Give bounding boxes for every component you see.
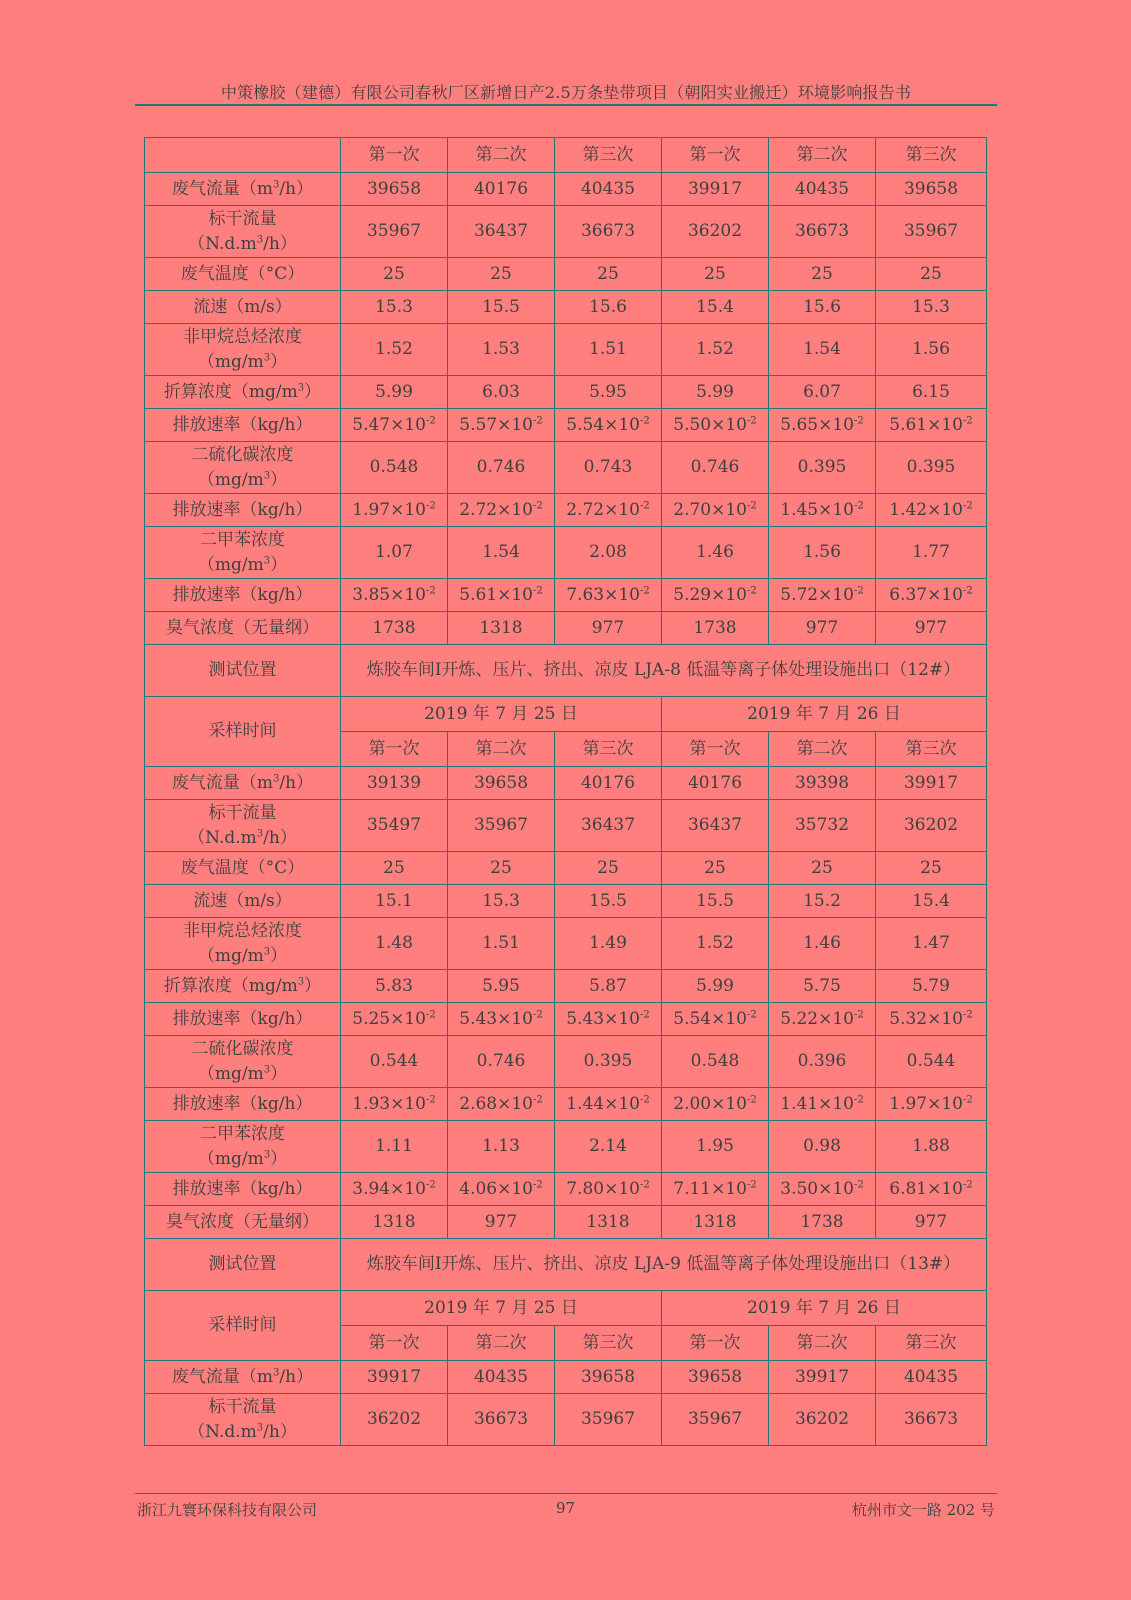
speed-cell: 15.6	[769, 291, 876, 324]
cs2-cell: 0.395	[876, 442, 987, 494]
cs2-rate-cell: $2.00\times 10^{-2}$	[662, 1088, 769, 1121]
xylene-cell: 1.07	[341, 527, 448, 579]
run-header-cell: 第一次	[662, 1326, 769, 1361]
temp-cell: 25	[662, 852, 769, 885]
run-header-cell: 第三次	[876, 138, 987, 173]
xylene-label: 二甲苯浓度 $(mg/m^3)$	[145, 1121, 341, 1173]
xylene-rate-cell: $5.72\times 10^{-2}$	[769, 579, 876, 612]
conv-cell: 5.95	[555, 376, 662, 409]
xylene-cell: 1.11	[341, 1121, 448, 1173]
temp-cell: 25	[876, 852, 987, 885]
speed-cell: 15.3	[448, 885, 555, 918]
speed-cell: 15.5	[555, 885, 662, 918]
table-row	[145, 527, 987, 579]
odor-cell: 1318	[555, 1206, 662, 1239]
speed-label: 流速（m/s）	[145, 291, 341, 324]
nmhc-cell: 1.54	[769, 324, 876, 376]
std-flow-cell: 36202	[876, 800, 987, 852]
table-row	[145, 1121, 987, 1173]
run-header-cell: 第一次	[341, 138, 448, 173]
page-number: 97	[555, 1499, 576, 1517]
flow-label: 废气流量$(m^3/h)$	[145, 767, 341, 800]
xylene-rate-cell: $3.94\times 10^{-2}$	[341, 1173, 448, 1206]
odor-cell: 977	[448, 1206, 555, 1239]
speed-cell: 15.4	[662, 291, 769, 324]
conv-cell: 6.07	[769, 376, 876, 409]
cs2-rate-cell: $1.93\times 10^{-2}$	[341, 1088, 448, 1121]
std-flow-cell: 36437	[555, 800, 662, 852]
std-flow-cell: 36437	[662, 800, 769, 852]
cs2-rate-cell: $2.72\times 10^{-2}$	[555, 494, 662, 527]
flow-label: 废气流量$(m^3/h)$	[145, 1361, 341, 1394]
nmhc-rate-cell: $5.54\times 10^{-2}$	[662, 1003, 769, 1036]
flow-cell: 39139	[341, 767, 448, 800]
xylene-cell: 1.54	[448, 527, 555, 579]
cs2-rate-cell: $2.68\times 10^{-2}$	[448, 1088, 555, 1121]
cs2-cell: 0.746	[448, 442, 555, 494]
cs2-cell: 0.396	[769, 1036, 876, 1088]
nmhc-rate-cell: $5.43\times 10^{-2}$	[555, 1003, 662, 1036]
nmhc-cell: 1.52	[662, 918, 769, 970]
flow-cell: 39658	[876, 173, 987, 206]
table-row	[145, 645, 987, 697]
std-flow-cell: 35497	[341, 800, 448, 852]
run-header-cell: 第一次	[662, 138, 769, 173]
test-position-value: 炼胶车间I开炼、压片、挤出、凉皮 LJA-8 低温等离子体处理设施出口（12#）	[341, 645, 987, 697]
temp-cell: 25	[448, 258, 555, 291]
table-row	[145, 852, 987, 885]
odor-cell: 1738	[769, 1206, 876, 1239]
table-row	[145, 173, 987, 206]
conv-label: 折算浓度$(mg/m^3)$	[145, 376, 341, 409]
cs2-rate-cell: $1.42\times 10^{-2}$	[876, 494, 987, 527]
speed-cell: 15.3	[876, 291, 987, 324]
table-row	[145, 697, 987, 732]
run-header-cell: 第三次	[876, 1326, 987, 1361]
conv-cell: 5.99	[341, 376, 448, 409]
table-row	[145, 970, 987, 1003]
flow-cell: 39917	[769, 1361, 876, 1394]
flow-cell: 39658	[341, 173, 448, 206]
flow-cell: 40435	[769, 173, 876, 206]
run-header-cell: 第二次	[448, 138, 555, 173]
cs2-rate-cell: $1.44\times 10^{-2}$	[555, 1088, 662, 1121]
superscript: 3	[273, 178, 280, 190]
odor-cell: 977	[876, 612, 987, 645]
speed-cell: 15.6	[555, 291, 662, 324]
flow-cell: 39917	[662, 173, 769, 206]
nmhc-label: 非甲烷总烃浓度 $(mg/m^3)$	[145, 918, 341, 970]
odor-label: 臭气浓度（无量纲）	[145, 1206, 341, 1239]
flow-cell: 39658	[448, 767, 555, 800]
cs2-rate-cell: $2.70\times 10^{-2}$	[662, 494, 769, 527]
odor-cell: 1318	[341, 1206, 448, 1239]
speed-cell: 15.4	[876, 885, 987, 918]
xylene-cell: 1.56	[769, 527, 876, 579]
table-row	[145, 409, 987, 442]
std-flow-cell: 36673	[769, 206, 876, 258]
run-header-cell: 第三次	[555, 732, 662, 767]
xylene-rate-label: 排放速率（kg/h）	[145, 579, 341, 612]
nmhc-rate-cell: $5.22\times 10^{-2}$	[769, 1003, 876, 1036]
superscript: 3	[256, 233, 264, 245]
nmhc-cell: 1.52	[662, 324, 769, 376]
table-row	[145, 1036, 987, 1088]
superscript: 3	[297, 381, 305, 393]
cs2-rate-cell: $1.45\times 10^{-2}$	[769, 494, 876, 527]
table-row	[145, 800, 987, 852]
cs2-rate-label: 排放速率（kg/h）	[145, 494, 341, 527]
flow-cell: 40435	[555, 173, 662, 206]
nmhc-rate-cell: $5.61\times 10^{-2}$	[876, 409, 987, 442]
std-flow-cell: 36673	[555, 206, 662, 258]
superscript: 3	[273, 772, 280, 784]
date-cell: 2019 年 7 月 25 日	[341, 697, 662, 732]
date-cell: 2019 年 7 月 26 日	[662, 697, 987, 732]
footer-address: 杭州市文一路 202 号	[851, 1501, 995, 1519]
conv-cell: 5.99	[662, 970, 769, 1003]
std-flow-cell: 35967	[448, 800, 555, 852]
xylene-cell: 1.13	[448, 1121, 555, 1173]
std-flow-label: 标干流量 $(N.d.m^3/h)$	[145, 206, 341, 258]
cs2-cell: 0.544	[341, 1036, 448, 1088]
speed-cell: 15.1	[341, 885, 448, 918]
cs2-rate-cell: $1.41\times 10^{-2}$	[769, 1088, 876, 1121]
temp-cell: 25	[769, 852, 876, 885]
xylene-rate-label: 排放速率（kg/h）	[145, 1173, 341, 1206]
temp-cell: 25	[555, 258, 662, 291]
run-header-cell: 第三次	[555, 138, 662, 173]
xylene-rate-cell: $3.50\times 10^{-2}$	[769, 1173, 876, 1206]
xylene-rate-cell: $5.29\times 10^{-2}$	[662, 579, 769, 612]
run-header-cell: 第一次	[662, 732, 769, 767]
flow-cell: 39917	[876, 767, 987, 800]
xylene-cell: 1.77	[876, 527, 987, 579]
flow-cell: 39917	[341, 1361, 448, 1394]
table-row	[145, 612, 987, 645]
conv-cell: 5.79	[876, 970, 987, 1003]
superscript: 3	[297, 975, 305, 987]
conv-cell: 5.95	[448, 970, 555, 1003]
xylene-rate-cell: $6.37\times 10^{-2}$	[876, 579, 987, 612]
superscript: 3	[263, 945, 271, 957]
date-cell: 2019 年 7 月 26 日	[662, 1291, 987, 1326]
run-header-cell: 第二次	[448, 732, 555, 767]
odor-cell: 977	[555, 612, 662, 645]
table-row	[145, 258, 987, 291]
temp-cell: 25	[769, 258, 876, 291]
std-flow-cell: 36673	[448, 1394, 555, 1446]
std-flow-cell: 35732	[769, 800, 876, 852]
std-flow-cell: 35967	[662, 1394, 769, 1446]
std-flow-cell: 35967	[341, 206, 448, 258]
date-cell: 2019 年 7 月 25 日	[341, 1291, 662, 1326]
run-header-cell: 第二次	[448, 1326, 555, 1361]
xylene-cell: 2.14	[555, 1121, 662, 1173]
std-flow-cell: 35967	[876, 206, 987, 258]
cs2-rate-cell: $1.97\times 10^{-2}$	[341, 494, 448, 527]
nmhc-rate-label: 排放速率（kg/h）	[145, 409, 341, 442]
temp-cell: 25	[876, 258, 987, 291]
xylene-rate-cell: $7.63\times 10^{-2}$	[555, 579, 662, 612]
table-row	[145, 1003, 987, 1036]
flow-cell: 40435	[876, 1361, 987, 1394]
table-row	[145, 442, 987, 494]
temp-cell: 25	[555, 852, 662, 885]
cs2-cell: 0.548	[341, 442, 448, 494]
cs2-cell: 0.746	[662, 442, 769, 494]
std-flow-cell: 36202	[662, 206, 769, 258]
std-flow-cell: 36202	[341, 1394, 448, 1446]
speed-cell: 15.5	[448, 291, 555, 324]
std-flow-cell: 36437	[448, 206, 555, 258]
run-header-cell: 第三次	[876, 732, 987, 767]
nmhc-cell: 1.56	[876, 324, 987, 376]
nmhc-cell: 1.52	[341, 324, 448, 376]
cs2-label: 二硫化碳浓度 $(mg/m^3)$	[145, 442, 341, 494]
flow-label: 废气流量$(m^3/h)$	[145, 173, 341, 206]
nmhc-rate-cell: $5.25\times 10^{-2}$	[341, 1003, 448, 1036]
temp-label: 废气温度（°C）	[145, 258, 341, 291]
cs2-cell: 0.743	[555, 442, 662, 494]
sampling-time-label: 采样时间	[145, 697, 341, 767]
superscript: 3	[256, 827, 264, 839]
table-row	[145, 1173, 987, 1206]
flow-cell: 40176	[662, 767, 769, 800]
superscript: 3	[273, 1366, 280, 1378]
nmhc-cell: 1.48	[341, 918, 448, 970]
std-flow-label: 标干流量 $(N.d.m^3/h)$	[145, 1394, 341, 1446]
nmhc-cell: 1.47	[876, 918, 987, 970]
temp-label: 废气温度（°C）	[145, 852, 341, 885]
run-header-cell: 第三次	[555, 1326, 662, 1361]
nmhc-rate-cell: $5.43\times 10^{-2}$	[448, 1003, 555, 1036]
odor-cell: 1738	[662, 612, 769, 645]
temp-cell: 25	[341, 852, 448, 885]
conv-cell: 5.99	[662, 376, 769, 409]
xylene-rate-cell: $7.80\times 10^{-2}$	[555, 1173, 662, 1206]
temp-cell: 25	[448, 852, 555, 885]
nmhc-rate-cell: $5.54\times 10^{-2}$	[555, 409, 662, 442]
xylene-rate-cell: $5.61\times 10^{-2}$	[448, 579, 555, 612]
footer-rule	[135, 1493, 997, 1494]
odor-label: 臭气浓度（无量纲）	[145, 612, 341, 645]
odor-cell: 1738	[341, 612, 448, 645]
nmhc-cell: 1.51	[555, 324, 662, 376]
test-position-label: 测试位置	[145, 645, 341, 697]
test-position-label: 测试位置	[145, 1239, 341, 1291]
speed-label: 流速（m/s）	[145, 885, 341, 918]
nmhc-cell: 1.49	[555, 918, 662, 970]
xylene-cell: 1.46	[662, 527, 769, 579]
run-header-cell: 第二次	[769, 138, 876, 173]
table-row	[145, 885, 987, 918]
superscript: 3	[263, 1063, 271, 1075]
table-row	[145, 324, 987, 376]
nmhc-label: 非甲烷总烃浓度 $(mg/m^3)$	[145, 324, 341, 376]
nmhc-rate-cell: $5.47\times 10^{-2}$	[341, 409, 448, 442]
speed-cell: 15.3	[341, 291, 448, 324]
table-row	[145, 1394, 987, 1446]
cs2-label: 二硫化碳浓度 $(mg/m^3)$	[145, 1036, 341, 1088]
nmhc-rate-cell: $5.50\times 10^{-2}$	[662, 409, 769, 442]
cs2-cell: 0.746	[448, 1036, 555, 1088]
xylene-rate-cell: $7.11\times 10^{-2}$	[662, 1173, 769, 1206]
odor-cell: 1318	[662, 1206, 769, 1239]
footer-company: 浙江九寰环保科技有限公司	[137, 1501, 318, 1519]
std-flow-label: 标干流量 $(N.d.m^3/h)$	[145, 800, 341, 852]
conv-cell: 6.03	[448, 376, 555, 409]
table-row	[145, 1206, 987, 1239]
speed-cell: 15.5	[662, 885, 769, 918]
table-row	[145, 291, 987, 324]
sampling-time-label: 采样时间	[145, 1291, 341, 1361]
run-header-cell: 第二次	[769, 1326, 876, 1361]
flow-cell: 39658	[555, 1361, 662, 1394]
table-row	[145, 1291, 987, 1326]
flow-cell: 39658	[662, 1361, 769, 1394]
temp-cell: 25	[662, 258, 769, 291]
nmhc-rate-cell: $5.32\times 10^{-2}$	[876, 1003, 987, 1036]
temp-cell: 25	[341, 258, 448, 291]
table-row	[145, 1088, 987, 1121]
flow-cell: 40176	[555, 767, 662, 800]
xylene-cell: 0.98	[769, 1121, 876, 1173]
table-row	[145, 494, 987, 527]
header-rule	[135, 104, 997, 106]
std-flow-cell: 36673	[876, 1394, 987, 1446]
superscript: 3	[263, 469, 271, 481]
table-row	[145, 918, 987, 970]
conv-cell: 5.87	[555, 970, 662, 1003]
cs2-rate-label: 排放速率（kg/h）	[145, 1088, 341, 1121]
odor-cell: 977	[769, 612, 876, 645]
std-flow-cell: 36202	[769, 1394, 876, 1446]
conv-cell: 5.75	[769, 970, 876, 1003]
table-row	[145, 767, 987, 800]
table-row	[145, 1239, 987, 1291]
nmhc-rate-cell: $5.57\times 10^{-2}$	[448, 409, 555, 442]
xylene-rate-cell: $6.81\times 10^{-2}$	[876, 1173, 987, 1206]
flow-cell: 39398	[769, 767, 876, 800]
std-flow-cell: 35967	[555, 1394, 662, 1446]
run-header-cell: 第二次	[769, 732, 876, 767]
table-row	[145, 206, 987, 258]
cs2-cell: 0.544	[876, 1036, 987, 1088]
table-row	[145, 138, 987, 173]
cs2-cell: 0.395	[769, 442, 876, 494]
conv-cell: 6.15	[876, 376, 987, 409]
xylene-label: 二甲苯浓度 $(mg/m^3)$	[145, 527, 341, 579]
conv-label: 折算浓度$(mg/m^3)$	[145, 970, 341, 1003]
test-position-value: 炼胶车间I开炼、压片、挤出、凉皮 LJA-9 低温等离子体处理设施出口（13#）	[341, 1239, 987, 1291]
cs2-rate-cell: $1.97\times 10^{-2}$	[876, 1088, 987, 1121]
nmhc-rate-label: 排放速率（kg/h）	[145, 1003, 341, 1036]
xylene-rate-cell: $4.06\times 10^{-2}$	[448, 1173, 555, 1206]
cs2-cell: 0.548	[662, 1036, 769, 1088]
emission-monitoring-table	[144, 137, 987, 1446]
nmhc-cell: 1.53	[448, 324, 555, 376]
nmhc-rate-cell: $5.65\times 10^{-2}$	[769, 409, 876, 442]
cs2-cell: 0.395	[555, 1036, 662, 1088]
conv-cell: 5.83	[341, 970, 448, 1003]
superscript: 3	[263, 351, 271, 363]
odor-cell: 977	[876, 1206, 987, 1239]
superscript: 3	[263, 554, 271, 566]
xylene-cell: 2.08	[555, 527, 662, 579]
run-header-cell: 第一次	[341, 732, 448, 767]
superscript: 3	[263, 1148, 271, 1160]
nmhc-cell: 1.46	[769, 918, 876, 970]
odor-cell: 1318	[448, 612, 555, 645]
xylene-cell: 1.95	[662, 1121, 769, 1173]
superscript: 3	[256, 1421, 264, 1433]
cs2-rate-cell: $2.72\times 10^{-2}$	[448, 494, 555, 527]
table-row	[145, 1361, 987, 1394]
nmhc-cell: 1.51	[448, 918, 555, 970]
empty-corner-cell	[145, 138, 341, 173]
xylene-rate-cell: $3.85\times 10^{-2}$	[341, 579, 448, 612]
speed-cell: 15.2	[769, 885, 876, 918]
flow-cell: 40435	[448, 1361, 555, 1394]
flow-cell: 40176	[448, 173, 555, 206]
table-row	[145, 579, 987, 612]
page-header: 中策橡胶（建德）有限公司春秋厂区新增日产2.5万条垫带项目（朝阳实业搬迁）环境影响报告书	[220, 83, 912, 102]
run-header-cell: 第一次	[341, 1326, 448, 1361]
xylene-cell: 1.88	[876, 1121, 987, 1173]
table-row	[145, 376, 987, 409]
